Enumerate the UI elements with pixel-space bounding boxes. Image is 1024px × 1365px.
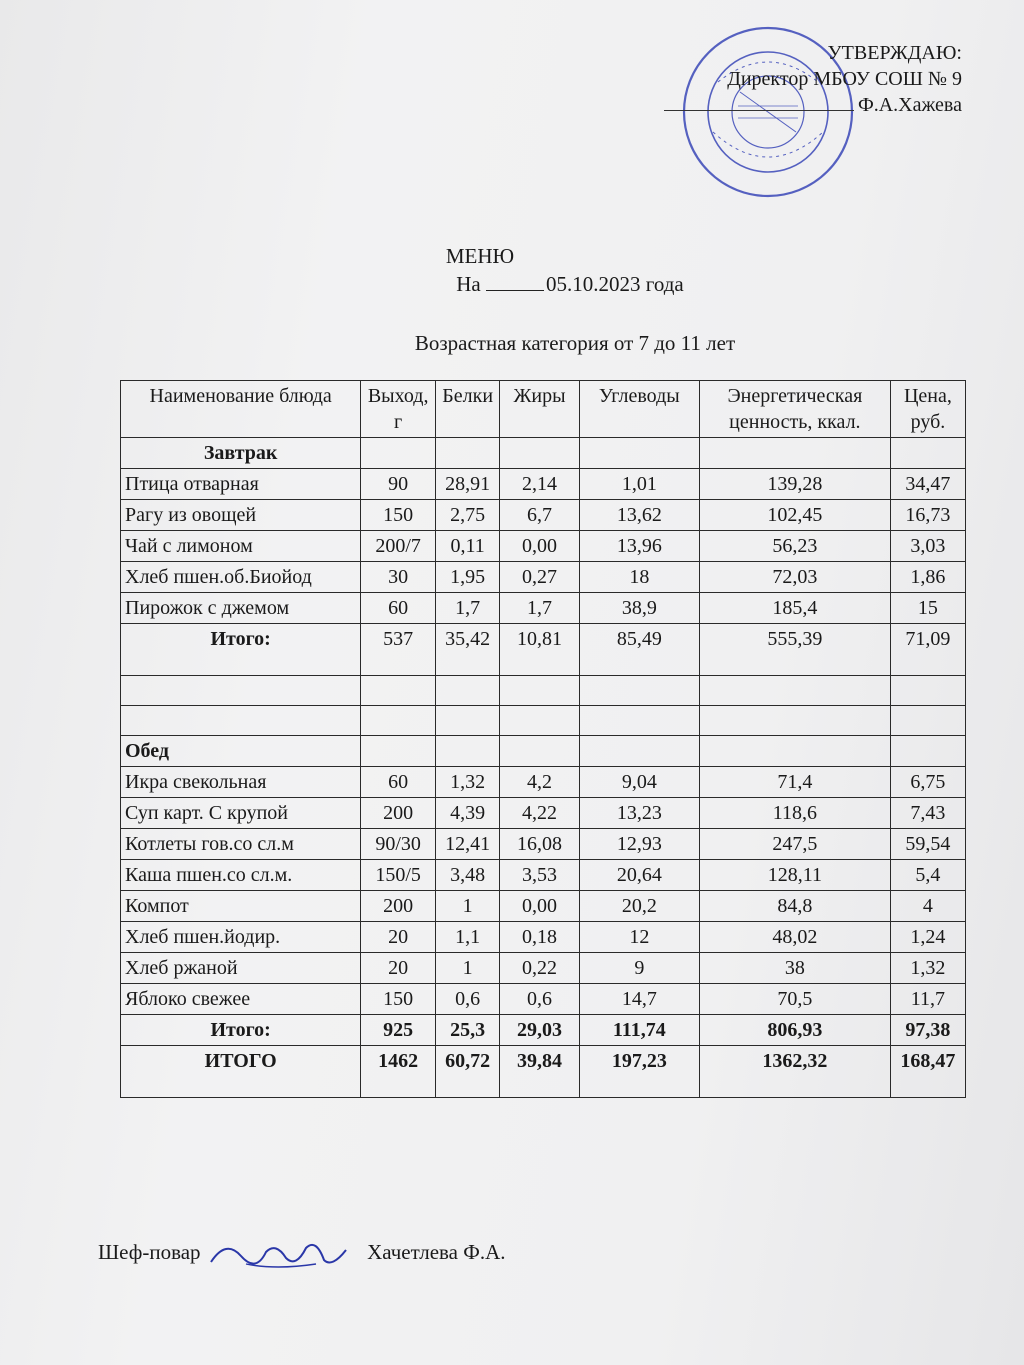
date-value: 05.10.2023 года [546,272,684,296]
chef-role: Шеф-повар [98,1239,201,1264]
value-cell: 60 [361,767,436,798]
value-cell: 48,02 [699,922,890,953]
table-row [121,500,966,531]
value-cell: 20 [361,922,436,953]
table-row [121,860,966,891]
grand-total-cell: 1462 [361,1046,436,1098]
total-cell: 10,81 [500,624,579,676]
value-cell: 150/5 [361,860,436,891]
table-row [121,891,966,922]
value-cell: 16,08 [500,829,579,860]
value-cell: 1,95 [436,562,500,593]
value-cell: 20,64 [579,860,699,891]
signature-blank [664,110,854,111]
value-cell: 90 [361,469,436,500]
value-cell: 185,4 [699,593,890,624]
value-cell: 7,43 [890,798,965,829]
value-cell: 200 [361,891,436,922]
total-cell: 925 [361,1015,436,1046]
section-label: Завтрак [121,438,361,469]
header-cell: Наименование блюда [121,381,361,438]
empty-row [121,676,966,706]
total-cell: 29,03 [500,1015,579,1046]
header-cell: Выход, г [361,381,436,438]
table-row [121,829,966,860]
date-prefix: На [456,272,481,296]
value-cell: 0,22 [500,953,579,984]
value-cell: 1,86 [890,562,965,593]
dish-name-cell: Икра свекольная [121,767,361,798]
menu-table [120,380,966,1098]
value-cell: 2,75 [436,500,500,531]
document-date [90,272,1024,297]
section-row-breakfast [121,438,966,469]
value-cell: 20 [361,953,436,984]
value-cell: 13,96 [579,531,699,562]
grand-total-cell: 60,72 [436,1046,500,1098]
value-cell: 6,75 [890,767,965,798]
value-cell: 1,24 [890,922,965,953]
table-row [121,767,966,798]
dish-name-cell: Хлеб пшен.об.Биойод [121,562,361,593]
table-row [121,562,966,593]
value-cell: 4,22 [500,798,579,829]
date-blank [486,290,544,291]
total-cell: 25,3 [436,1015,500,1046]
dish-name-cell: Котлеты гов.со сл.м [121,829,361,860]
value-cell: 200 [361,798,436,829]
header-cell: Цена, руб. [890,381,965,438]
value-cell: 1,7 [436,593,500,624]
value-cell: 3,53 [500,860,579,891]
value-cell: 72,03 [699,562,890,593]
value-cell: 1,32 [436,767,500,798]
value-cell: 128,11 [699,860,890,891]
section-row-lunch [121,736,966,767]
grand-total-cell: 1362,32 [699,1046,890,1098]
value-cell: 139,28 [699,469,890,500]
value-cell: 1,32 [890,953,965,984]
dish-name-cell: Рагу из овощей [121,500,361,531]
value-cell: 56,23 [699,531,890,562]
dish-name-cell: Птица отварная [121,469,361,500]
value-cell: 70,5 [699,984,890,1015]
value-cell: 60 [361,593,436,624]
value-cell: 0,27 [500,562,579,593]
table-row [121,953,966,984]
table-header-row [121,381,966,438]
value-cell: 0,11 [436,531,500,562]
total-label: Итого: [121,1015,361,1046]
chef-name: Хачетлева Ф.А. [367,1239,506,1264]
grand-total-label: ИТОГО [121,1046,361,1098]
value-cell: 6,7 [500,500,579,531]
value-cell: 3,03 [890,531,965,562]
document-title: МЕНЮ [445,244,515,268]
value-cell: 150 [361,984,436,1015]
value-cell: 0,18 [500,922,579,953]
value-cell: 20,2 [579,891,699,922]
dish-name-cell: Суп карт. С крупой [121,798,361,829]
value-cell: 3,48 [436,860,500,891]
section-label: Обед [121,736,361,767]
dish-name-cell: Хлеб ржаной [121,953,361,984]
value-cell: 71,4 [699,767,890,798]
total-cell: 97,38 [890,1015,965,1046]
value-cell: 13,23 [579,798,699,829]
table-body [121,438,966,1098]
value-cell: 200/7 [361,531,436,562]
header-cell: Жиры [500,381,579,438]
total-cell: 111,74 [579,1015,699,1046]
value-cell: 38 [699,953,890,984]
value-cell: 11,7 [890,984,965,1015]
table-row [121,469,966,500]
subtotal-row-lunch [121,1015,966,1046]
approval-block [664,40,962,118]
value-cell: 4 [890,891,965,922]
value-cell: 0,6 [436,984,500,1015]
value-cell: 1 [436,891,500,922]
value-cell: 38,9 [579,593,699,624]
value-cell: 1,01 [579,469,699,500]
dish-name-cell: Компот [121,891,361,922]
grand-total-row [121,1046,966,1098]
total-cell: 85,49 [579,624,699,676]
value-cell: 102,45 [699,500,890,531]
subtotal-row-breakfast [121,624,966,676]
dish-name-cell: Хлеб пшен.йодир. [121,922,361,953]
total-cell: 806,93 [699,1015,890,1046]
value-cell: 12 [579,922,699,953]
table-row [121,922,966,953]
empty-row [121,706,966,736]
total-cell: 537 [361,624,436,676]
grand-total-cell: 39,84 [500,1046,579,1098]
dish-name-cell: Пирожок с джемом [121,593,361,624]
grand-total-cell: 168,47 [890,1046,965,1098]
value-cell: 1,1 [436,922,500,953]
dish-name-cell: Каша пшен.со сл.м. [121,860,361,891]
value-cell: 2,14 [500,469,579,500]
value-cell: 0,00 [500,891,579,922]
value-cell: 0,00 [500,531,579,562]
approval-director: Директор МБОУ СОШ № 9 [727,68,962,90]
total-cell: 35,42 [436,624,500,676]
age-category: Возрастная категория от 7 до 11 лет [414,331,736,355]
approval-heading: УТВЕРЖДАЮ: [827,42,962,64]
value-cell: 34,47 [890,469,965,500]
value-cell: 18 [579,562,699,593]
value-cell: 247,5 [699,829,890,860]
value-cell: 16,73 [890,500,965,531]
approval-signature-line [664,92,962,118]
table-row [121,531,966,562]
value-cell: 28,91 [436,469,500,500]
value-cell: 1 [436,953,500,984]
value-cell: 84,8 [699,891,890,922]
value-cell: 5,4 [890,860,965,891]
value-cell: 12,41 [436,829,500,860]
header-cell: Углеводы [579,381,699,438]
grand-total-cell: 197,23 [579,1046,699,1098]
total-label: Итого: [121,624,361,676]
value-cell: 150 [361,500,436,531]
approval-director-name: Ф.А.Хажева [857,94,962,116]
value-cell: 0,6 [500,984,579,1015]
value-cell: 12,93 [579,829,699,860]
dish-name-cell: Чай с лимоном [121,531,361,562]
value-cell: 9,04 [579,767,699,798]
value-cell: 118,6 [699,798,890,829]
table-row [121,593,966,624]
value-cell: 4,2 [500,767,579,798]
chef-signature-block [98,1234,506,1274]
value-cell: 4,39 [436,798,500,829]
value-cell: 90/30 [361,829,436,860]
header-cell: Белки [436,381,500,438]
value-cell: 14,7 [579,984,699,1015]
value-cell: 15 [890,593,965,624]
value-cell: 9 [579,953,699,984]
total-cell: 555,39 [699,624,890,676]
value-cell: 59,54 [890,829,965,860]
table-row [121,798,966,829]
dish-name-cell: Яблоко свежее [121,984,361,1015]
handwritten-signature [206,1234,356,1274]
value-cell: 1,7 [500,593,579,624]
value-cell: 13,62 [579,500,699,531]
table-row [121,984,966,1015]
header-cell: Энергетическая ценность, ккал. [699,381,890,438]
value-cell: 30 [361,562,436,593]
total-cell: 71,09 [890,624,965,676]
